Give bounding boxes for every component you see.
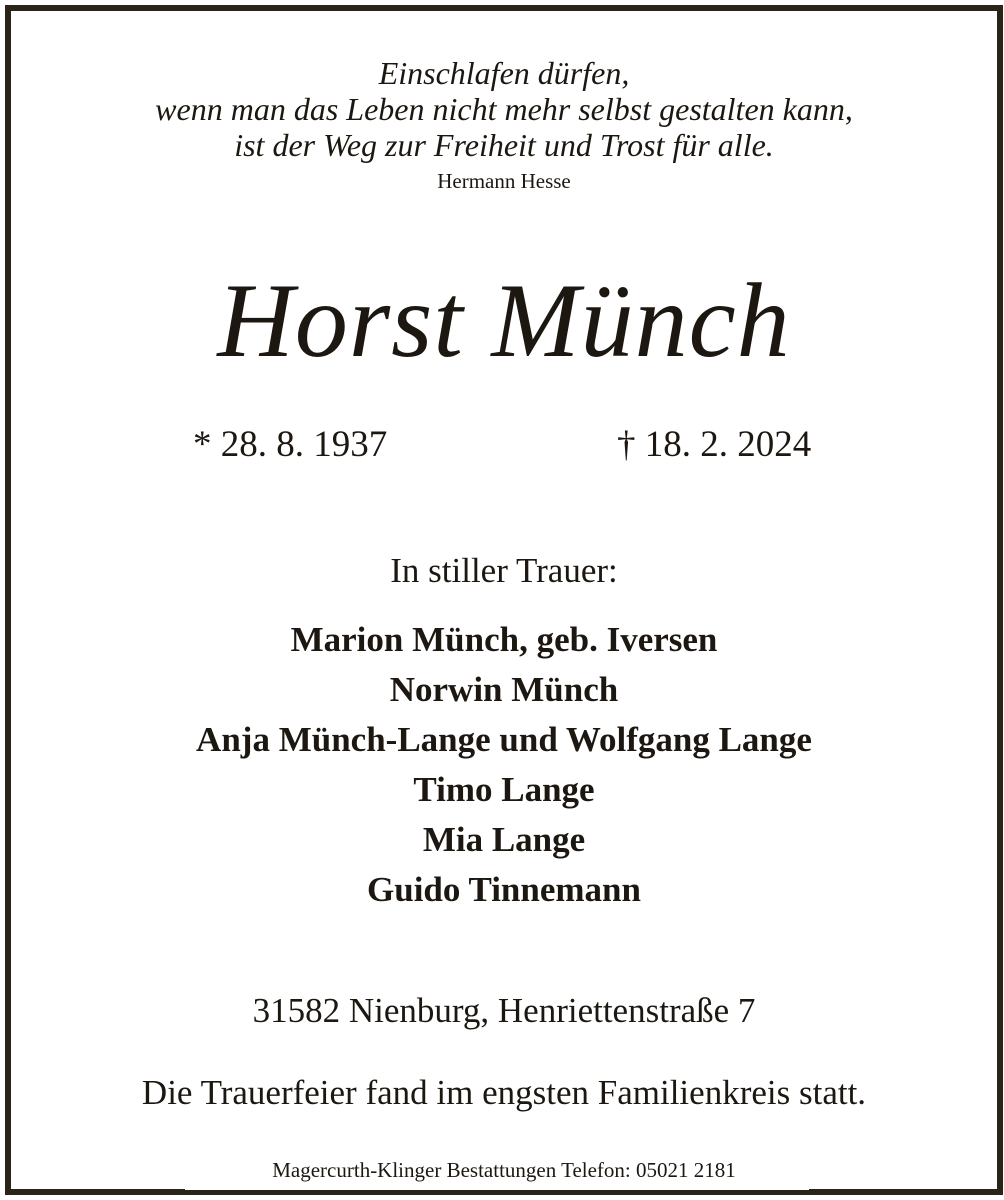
mourner-name: Timo Lange: [413, 770, 595, 809]
obituary-content: [11, 11, 997, 1189]
quote-line: ist der Weg zur Freiheit und Trost für alle.: [234, 127, 774, 163]
birth-date: * 28. 8. 1937: [193, 424, 388, 465]
deceased-name: Horst Münch: [217, 262, 791, 379]
mourner-name: Mia Lange: [422, 820, 586, 859]
mourner-name: Guido Tinnemann: [367, 870, 641, 909]
quote: [11, 55, 997, 163]
mourners-list: [11, 615, 997, 915]
mourner-name: Norwin Münch: [389, 670, 619, 709]
funeral-home-info: Magercurth-Klinger Bestattungen Telefon: 05021 2181: [264, 1155, 744, 1185]
death-date: † 18. 2. 2024: [617, 424, 812, 465]
ceremony-note: Die Trauerfeier fand im engsten Familienkreis statt.: [141, 1073, 867, 1112]
quote-line: Einschlafen dürfen,: [378, 55, 630, 91]
mourner-name: Anja Münch-Lange und Wolfgang Lange: [196, 720, 812, 759]
quote-line: wenn man das Leben nicht mehr selbst gestalten kann,: [155, 91, 853, 127]
quote-author: Hermann Hesse: [437, 169, 571, 193]
mourning-heading: In stiller Trauer:: [390, 551, 618, 590]
obituary-frame: [5, 5, 1003, 1195]
family-address: 31582 Nienburg, Henriettenstraße 7: [252, 991, 756, 1030]
footer: [5, 1155, 1003, 1185]
mourner-name: Marion Münch, geb. Iversen: [290, 620, 718, 659]
